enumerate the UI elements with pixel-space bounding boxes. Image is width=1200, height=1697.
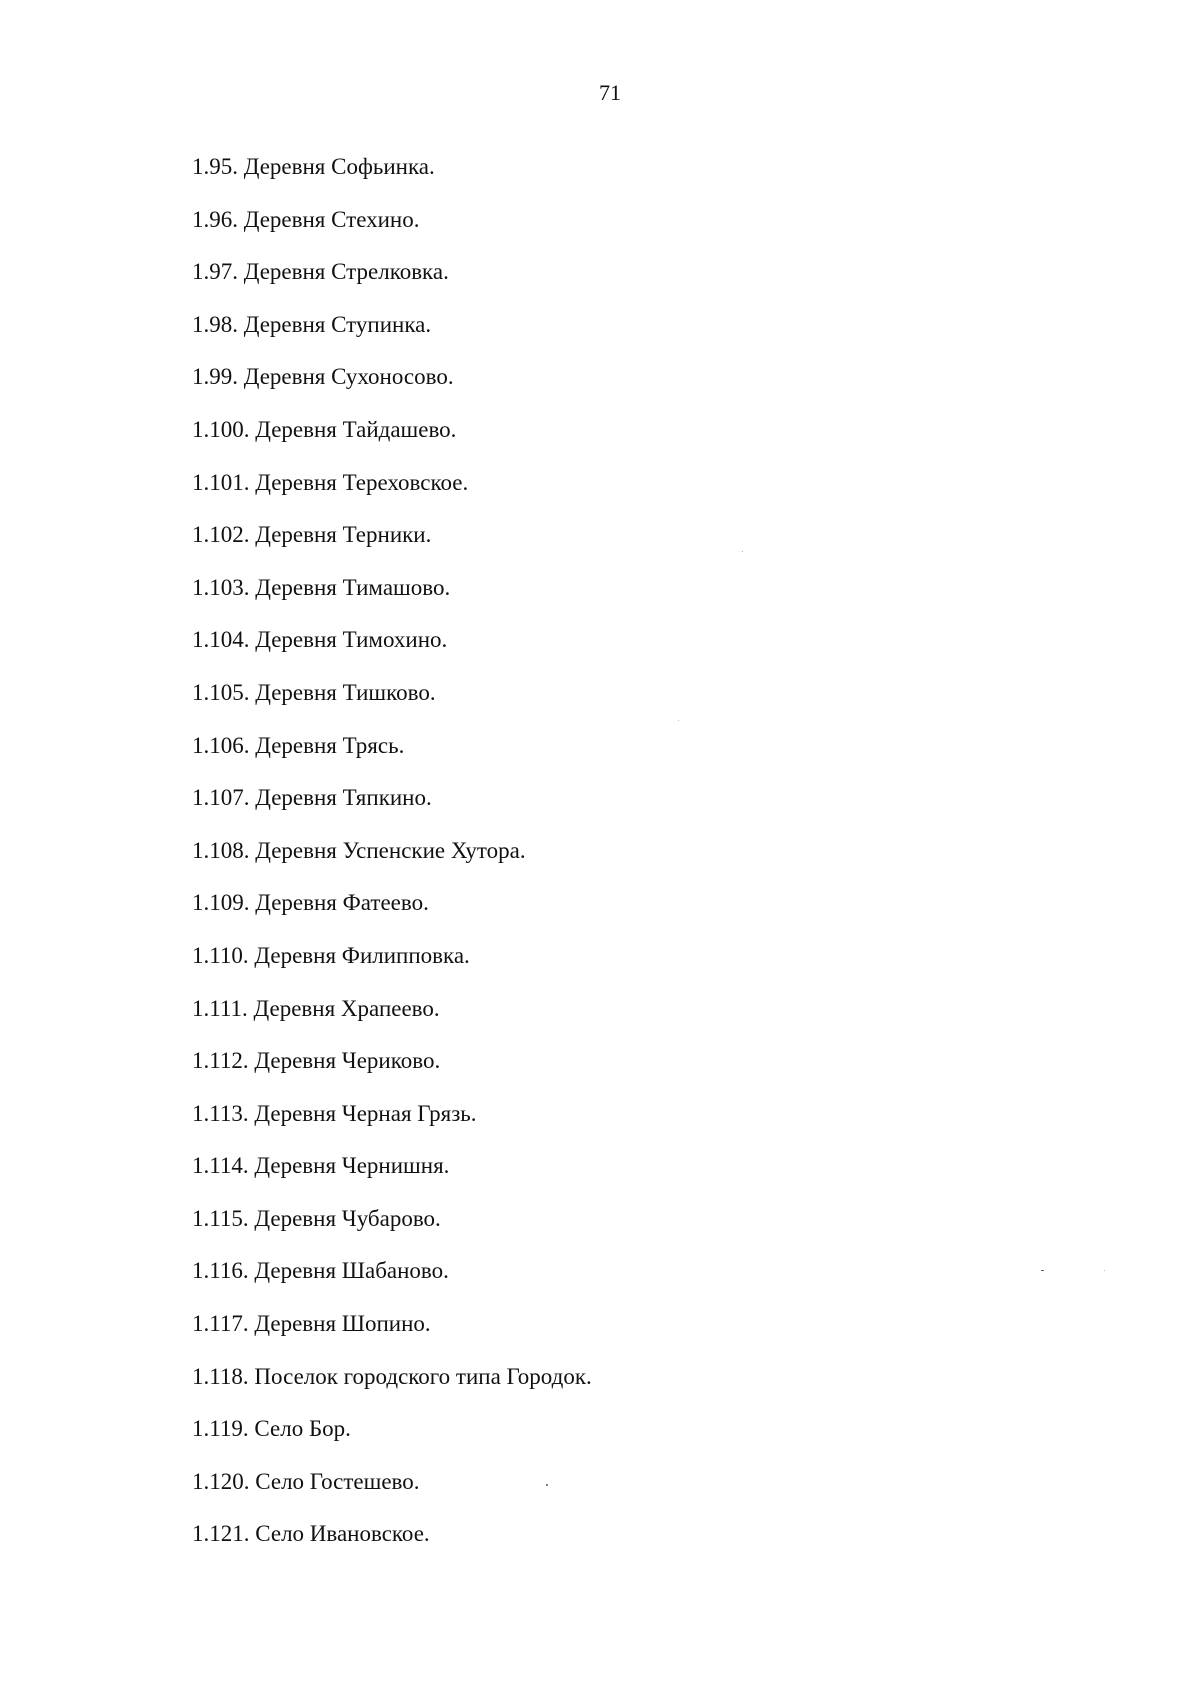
list-item: 1.95. Деревня Софьинка. [192,154,435,179]
list-item: 1.96. Деревня Стехино. [192,206,420,232]
list-item: 1.108. Деревня Успенские Хутора. [192,837,526,863]
scan-speck [1041,1270,1044,1271]
list-item: 1.105. Деревня Тишково. [192,679,436,705]
list-item: 1.115. Деревня Чубарово. [192,1205,441,1231]
list-item: 1.112. Деревня Чериково. [192,1048,441,1074]
settlement-list [192,152,592,1572]
list-item: 1.113. Деревня Черная Грязь. [192,1100,477,1126]
page-number: 71 [599,80,621,105]
list-item: 1.121. Село Ивановское. [192,1521,430,1547]
list-item: 1.103. Деревня Тимашово. [192,574,451,600]
list-item: 1.101. Деревня Тереховское. [192,469,469,495]
list-item: 1.104. Деревня Тимохино. [192,627,448,653]
scan-speck [678,720,679,721]
list-item: 1.102. Деревня Терники. [192,522,432,548]
list-item: 1.98. Деревня Ступинка. [192,311,432,337]
list-item: 1.109. Деревня Фатеево. [192,890,429,916]
scan-speck [546,1484,548,1486]
list-item: 1.110. Деревня Филипповка. [192,942,470,968]
list-item: 1.118. Поселок городского типа Городок. [192,1363,592,1389]
scan-speck [742,551,743,552]
list-item: 1.107. Деревня Тяпкино. [192,785,432,811]
list-item: 1.97. Деревня Стрелковка. [192,259,449,285]
list-item: 1.111. Деревня Храпеево. [192,995,440,1021]
list-item: 1.117. Деревня Шопино. [192,1311,431,1337]
list-item: 1.106. Деревня Трясь. [192,732,405,758]
list-item: 1.116. Деревня Шабаново. [192,1258,449,1284]
list-item: 1.100. Деревня Тайдашево. [192,416,457,442]
list-item: 1.119. Село Бор. [192,1416,351,1442]
list-item: 1.99. Деревня Сухоносово. [192,364,454,390]
scan-speck [1104,1270,1105,1271]
list-item: 1.120. Село Гостешево. [192,1468,420,1494]
list-item: 1.114. Деревня Чернишня. [192,1153,450,1179]
